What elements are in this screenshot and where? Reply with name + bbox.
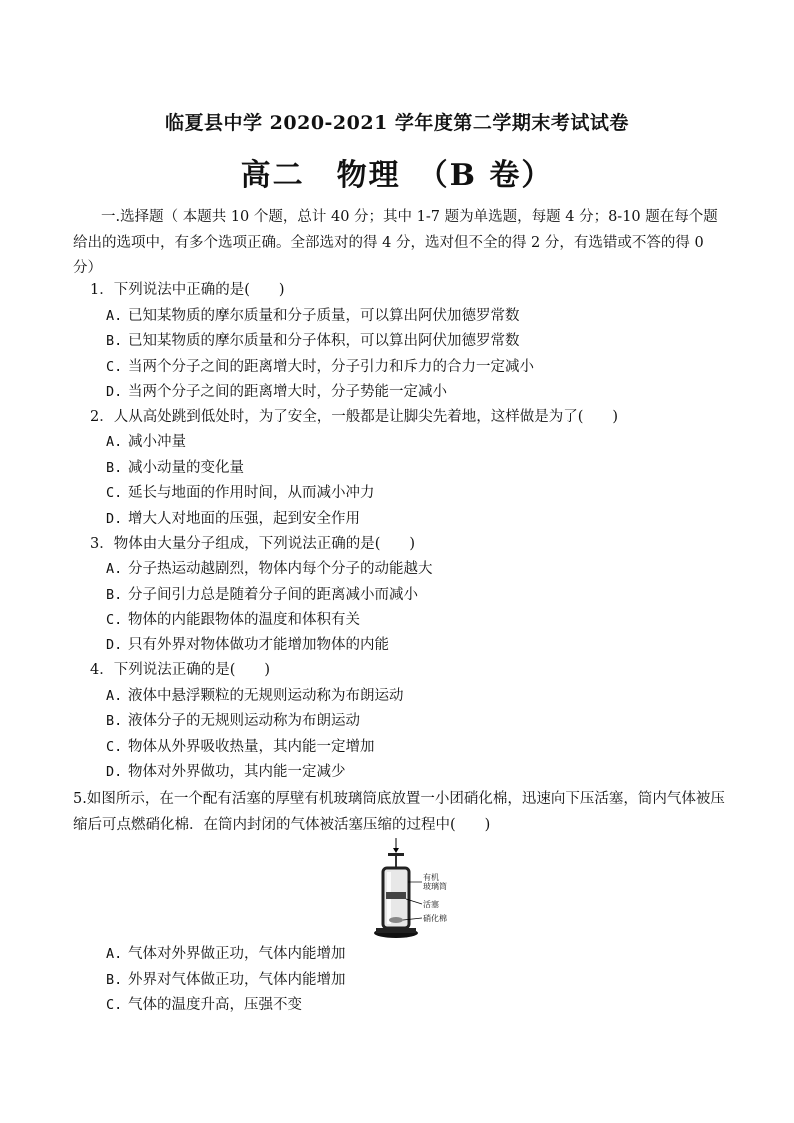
question-4-option-b: B. 液体分子的无规则运动称为布朗运动 [106, 713, 360, 729]
figure-label-piston: 活塞 [423, 900, 439, 909]
question-5-option-c: C. 气体的温度升高，压强不变 [106, 997, 302, 1013]
question-3-stem: 3．物体由大量分子组成，下列说法正确的是( ) [90, 536, 416, 552]
question-4-option-d: D. 物体对外界做功，其内能一定减少 [106, 764, 346, 780]
exam-subtitle: 高二 物理 （B 卷） [240, 158, 554, 193]
question-3-option-d: D. 只有外界对物体做功才能增加物体的内能 [106, 637, 389, 653]
question-4-option-a: A. 液体中悬浮颗粒的无规则运动称为布朗运动 [106, 688, 404, 704]
figure-label-tube: 有机 玻璃筒 [423, 873, 447, 891]
section-instructions: 一.选择题（ 本题共 10 个题，总计 40 分；其中 1-7 题为单选题，每题 4 分；8-10 题在每个题给出的选项中，有多个选项正确。全部选对的得 4 分，选对但不全的得 2 分，有选错或不答的得 0 分） [73, 209, 718, 276]
question-5-stem: 5.如图所示，在一个配有活塞的厚壁有机玻璃筒底放置一小团硝化棉，迅速向下压活塞，筒内气体被压缩后可点燃硝化棉．在筒内封闭的气体被活塞压缩的过程中( ) [73, 791, 725, 833]
question-2-option-d: D. 增大人对地面的压强，起到安全作用 [106, 511, 360, 527]
question-3-option-a: A. 分子热运动越剧烈，物体内每个分子的动能越大 [106, 561, 433, 577]
question-5-option-a: A. 气体对外界做正功，气体内能增加 [106, 946, 346, 962]
question-1-option-d: D. 当两个分子之间的距离增大时，分子势能一定减小 [106, 384, 447, 400]
question-3-option-c: C. 物体的内能跟物体的温度和体积有关 [106, 612, 360, 628]
question-1-stem: 1．下列说法中正确的是( ) [90, 282, 285, 298]
question-1-option-a: A. 已知某物质的摩尔质量和分子质量，可以算出阿伏加德罗常数 [106, 308, 520, 324]
question-2-option-c: C. 延长与地面的作用时间，从而减小冲力 [106, 485, 375, 501]
question-5-option-b: B. 外界对气体做正功，气体内能增加 [106, 972, 346, 988]
figure-label-cotton: 硝化棉 [423, 914, 447, 923]
glass-tube-piston-figure [368, 838, 458, 943]
question-1-option-c: C. 当两个分子之间的距离增大时，分子引力和斥力的合力一定减小 [106, 359, 534, 375]
question-3-option-b: B. 分子间引力总是随着分子间的距离减小而减小 [106, 587, 418, 603]
question-1-option-b: B. 已知某物质的摩尔质量和分子体积，可以算出阿伏加德罗常数 [106, 333, 520, 349]
exam-title: 临夏县中学 2020-2021 学年度第二学期末考试试卷 [165, 112, 629, 134]
question-4-option-c: C. 物体从外界吸收热量，其内能一定增加 [106, 739, 375, 755]
question-2-option-a: A. 减小冲量 [106, 434, 186, 450]
question-4-stem: 4．下列说法正确的是( ) [90, 662, 271, 678]
question-2-stem: 2．人从高处跳到低处时，为了安全，一般都是让脚尖先着地，这样做是为了( ) [90, 409, 619, 425]
question-2-option-b: B. 减小动量的变化量 [106, 460, 244, 476]
